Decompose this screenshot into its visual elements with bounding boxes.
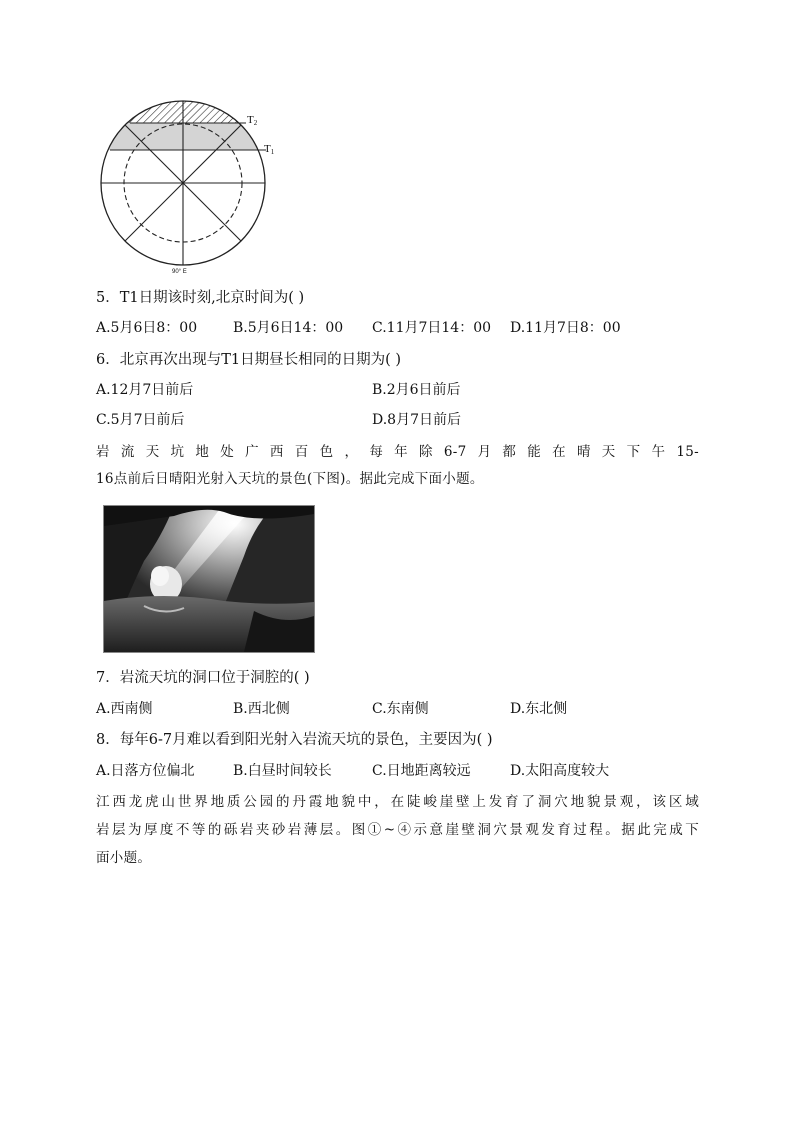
q6-option-a[interactable]: A.12月7日前后 (96, 382, 194, 398)
q8-option-c[interactable]: C.日地距离较远 (372, 763, 471, 779)
q7-option-d[interactable]: D.东北侧 (510, 701, 568, 717)
sinkhole-photo (103, 505, 315, 653)
label-t1: T1 (264, 143, 275, 156)
passage-2-line-3: 面小题。 (96, 850, 152, 866)
passage-1-line-2: 16点前后日晴阳光射入天坑的景色(下图)。据此完成下面小题。 (96, 471, 484, 487)
q6-option-c[interactable]: C.5月7日前后 (96, 412, 185, 428)
q8-option-a[interactable]: A.日落方位偏北 (96, 763, 195, 779)
question-6-stem: 6．北京再次出现与T1日期昼长相同的日期为( ) (96, 352, 402, 368)
q8-option-d[interactable]: D.太阳高度较大 (510, 763, 610, 779)
hatched-cap (96, 92, 296, 123)
earth-illumination-diagram (96, 92, 296, 277)
passage-2-line-1: 江西龙虎山世界地质公园的丹霞地貌中，在陡峻崖壁上发育了洞穴地貌景观，该区域 (96, 794, 699, 810)
question-5-stem: 5．T1日期该时刻,北京时间为( ) (96, 290, 305, 306)
passage-1-line-1: 岩流天坑地处广西百色，每年除6-7月都能在晴天下午15- (96, 444, 699, 460)
passage-2-line-2: 岩层为厚度不等的砾岩夹砂岩薄层。图①~④示意崖壁洞穴景观发育过程。据此完成下 (96, 822, 699, 838)
q6-option-d[interactable]: D.8月7日前后 (372, 412, 461, 428)
question-7-stem: 7．岩流天坑的洞口位于洞腔的( ) (96, 670, 310, 686)
q5-option-a[interactable]: A.5月6日8：00 (96, 320, 198, 336)
q5-option-d[interactable]: D.11月7日8：00 (510, 320, 621, 336)
q7-option-a[interactable]: A.西南侧 (96, 701, 153, 717)
label-meridian: 90° E (172, 269, 187, 275)
q6-option-b[interactable]: B.2月6日前后 (372, 382, 461, 398)
q7-option-c[interactable]: C.东南侧 (372, 701, 429, 717)
question-8-stem: 8．每年6-7月难以看到阳光射入岩流天坑的景色，主要因为( ) (96, 732, 493, 748)
q5-option-b[interactable]: B.5月6日14：00 (233, 320, 344, 336)
q8-option-b[interactable]: B.白昼时间较长 (233, 763, 332, 779)
q7-option-b[interactable]: B.西北侧 (233, 701, 290, 717)
label-t2: T2 (247, 114, 258, 127)
q5-option-c[interactable]: C.11月7日14：00 (372, 320, 492, 336)
